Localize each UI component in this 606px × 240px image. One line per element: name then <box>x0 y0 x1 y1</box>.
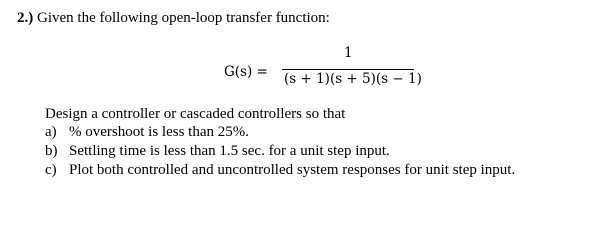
problem-intro: Given the following open-loop transfer function: <box>37 10 330 26</box>
problem-heading <box>17 10 330 27</box>
fraction-bar <box>282 69 414 70</box>
item-text: Settling time is less than 1.5 sec. for a unit step input. <box>69 143 390 159</box>
item-marker: a) <box>45 124 57 140</box>
equation-denominator: (s + 1)(s + 5)(s − 1) <box>284 71 422 87</box>
item-marker: b) <box>45 143 58 159</box>
item-marker: c) <box>45 162 57 178</box>
design-intro: Design a controller or cascaded controllers so that <box>45 106 346 122</box>
item-text: Plot both controlled and uncontrolled system responses for unit step input. <box>69 162 516 178</box>
item-text: % overshoot is less than 25%. <box>69 124 249 140</box>
equation-lhs: G(s) = <box>224 64 268 80</box>
problem-number: 2.) <box>17 10 34 26</box>
equation-numerator: 1 <box>344 45 353 61</box>
